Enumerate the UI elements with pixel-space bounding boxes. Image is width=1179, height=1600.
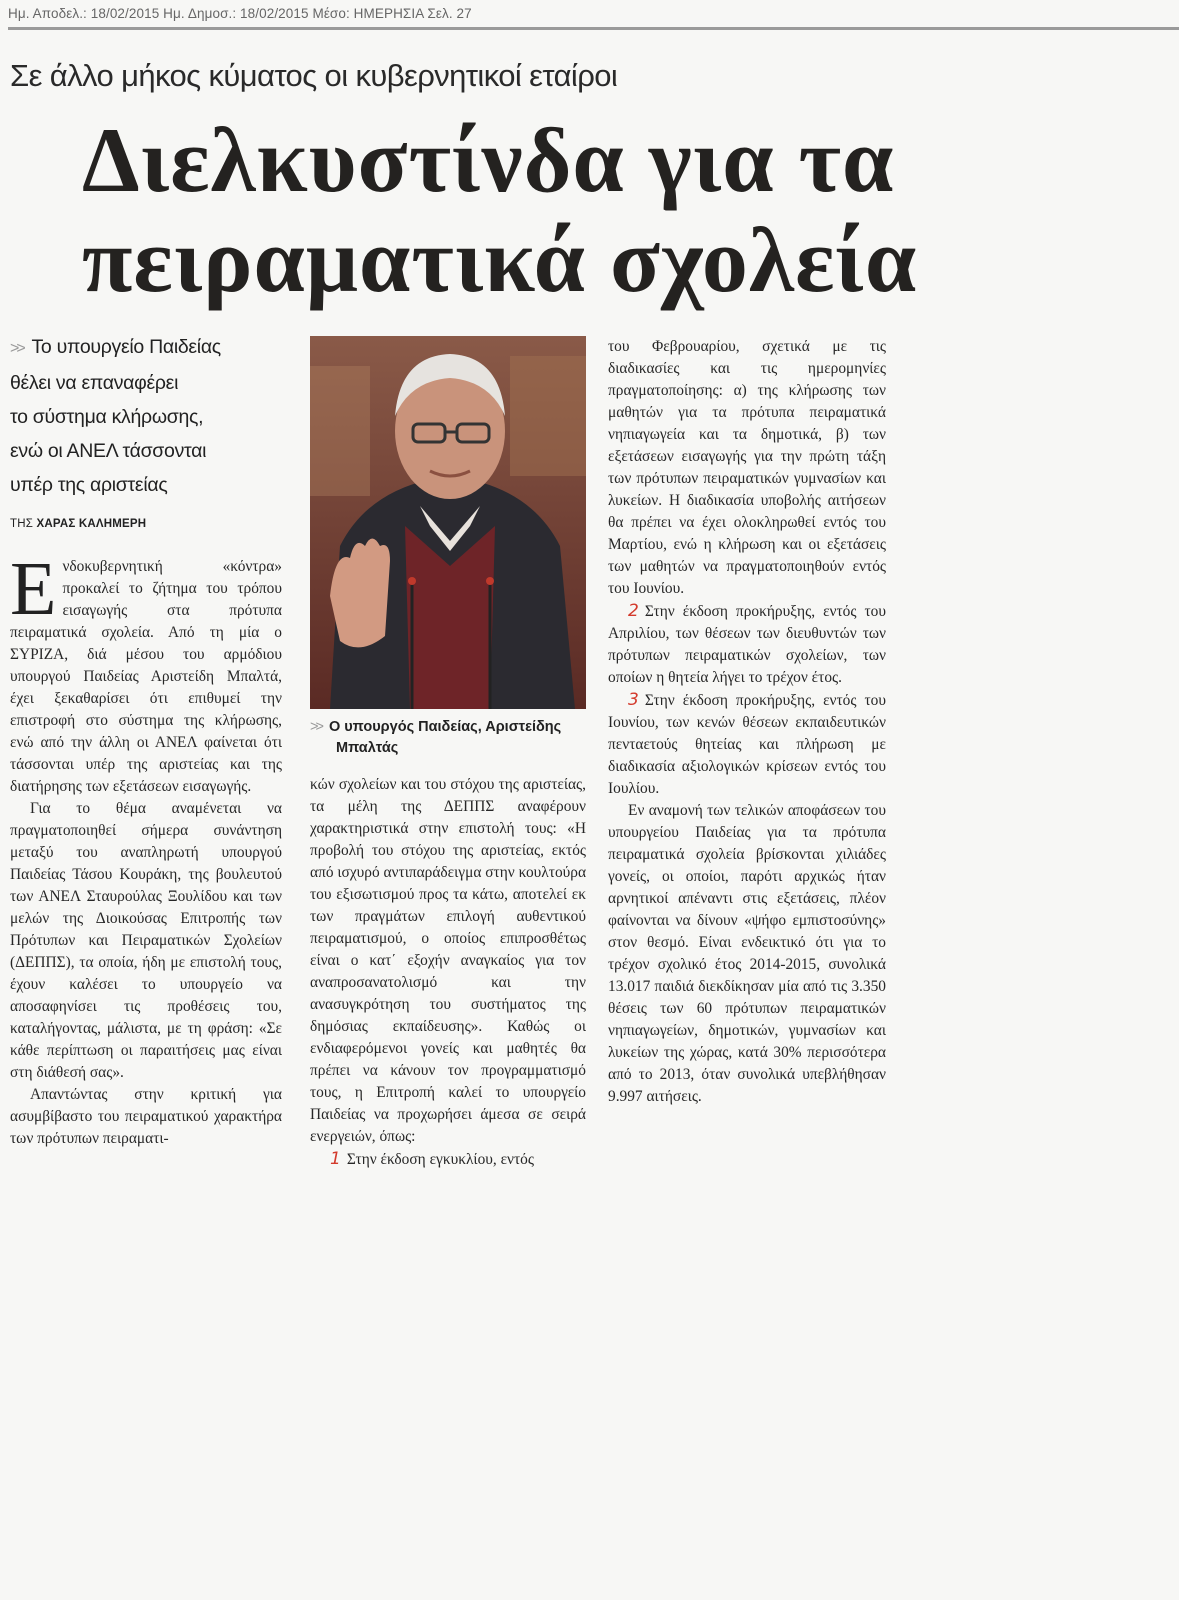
chevron-icon: >>: [10, 340, 23, 357]
headline-line-1: Διελκυστίνδα για τα: [82, 109, 895, 211]
lead-line: Το υπουργείο Παιδείας: [31, 336, 221, 358]
portrait-illustration: [310, 336, 586, 709]
handwritten-number: 2: [628, 601, 639, 621]
drop-cap: Ε: [10, 547, 57, 631]
headline-line-2: πειραματικά σχολεία: [82, 209, 918, 311]
handwritten-number: 1: [330, 1149, 341, 1169]
chevron-icon: >>: [310, 719, 321, 735]
lead-line: θέλει να επαναφέρει: [10, 372, 179, 394]
lead-summary: [10, 330, 290, 502]
paragraph: κών σχολείων και του στόχου της αριστείας, τα μέλη της ΔΕΠΠΣ αναφέρουν χαρακτηριστικά στην επιστολή τους: «Η προβολή του στόχου της αριστείας, εκτός από ισχυρό αντιπαράδειγμα στην κουλτούρα του εξισωτισμού προς τα κάτω, αποτελεί εκ των πραγμάτων επιλογή αυθεντικού πειραματισμού, ο οποίος επιπροσθέτως είναι ο κατ΄ εξοχήν αναγκαίος για τον αναπροσανατολισμό και την ανασυγκρότηση του συστήματος της δημόσιας εκπαίδευσης». Καθώς οι ενδιαφερόμενοι γονείς και μαθητές θα πρέπει να κάνουν τον προγραμματισμό τους, η Επιτροπή καλεί το υπουργείο Παιδείας να προχωρήσει άμεσα σε σειρά ενεργειών, όπως:: [310, 776, 587, 1145]
paragraph: Για το θέμα αναμένεται να πραγματοποιηθεί σήμερα συνάντηση μεταξύ του αναπληρωτή υπουργού Παιδείας Τάσου Κουράκη, της βουλευτού των ΑΝΕΛ Σταυρούλας Ξουλίδου και των μελών της Διοικούσας Επιτροπής των Πρότυπων και Πειραματικών Σχολείων (ΔΕΠΠΣ), τα οποία, ήδη με επιστολή τους, έχουν καλέσει το υπουργείο να αποσαφηνίσει τις προθέσεις του, καταλήγοντας, μάλιστα, με τη φράση: «Σε κάθε περίπτωση οι παραιτήσεις μας είναι στη διάθεσή σας».: [10, 800, 282, 1081]
list-item: Στην έκδοση προκήρυξης, εντός του Ιουνίου, των κενών θέσεων εκπαιδευτικών πενταετούς θητείας και πλήρωση με διαδικασία αξιολογικών κρίσεων εντός του Ιουλίου.: [608, 692, 886, 797]
headline: [82, 110, 917, 310]
list-item: Στην έκδοση προκήρυξης, εντός του Απριλίου, των θέσεων των διευθυντών των πρότυπων πειραματικών σχολείων, των οποίων η θητεία λήγει το τρέχον έτος.: [608, 603, 886, 686]
article-column-2: [310, 774, 586, 1171]
paragraph: Εν αναμονή των τελικών αποφάσεων του υπουργείου Παιδείας για τα πρότυπα πειραματικά σχολεία βρίσκονται χιλιάδες γονείς, οι οποίοι, παρότι αρχικώς ήταν αρνητικοί απέναντι στις εξετάσεις, πλέον φαίνονται να δίνουν «ψήφο εμπιστοσύνης» στον θεσμό. Είναι ενδεικτικό ότι για το τρέχον σχολικό έτος 2014-2015, συνολικά 13.017 παιδιά διεκδίκησαν μία από τις 3.350 θέσεις των 60 πρότυπων πειραματικών νηπιαγωγείων, δημοτικών, γυμνασίων και λυκείων της χώρας, κατά 30% περισσότερα από το 2013, όταν συνολικά υπεβλήθησαν 9.997 αιτήσεις.: [608, 802, 886, 1105]
article-column-1: [10, 547, 282, 1150]
header-rule: [8, 27, 1179, 30]
paragraph: Απαντώντας στην κριτική για ασυμβίβαστο του πειραματικού χαρακτήρα των πρότυπων πειραματι-: [10, 1086, 282, 1147]
minister-photo: [310, 336, 586, 709]
handwritten-number: 3: [628, 690, 639, 710]
byline-name: ΧΑΡΑΣ ΚΑΛΗΜΕΡΗ: [36, 518, 147, 530]
caption-line: Ο υπουργός Παιδείας, Αριστείδης: [328, 719, 562, 735]
byline-prefix: ΤΗΣ: [10, 518, 34, 530]
clipping-meta: Ημ. Αποδελ.: 18/02/2015 Ημ. Δημοσ.: 18/02/2015 Μέσο: ΗΜΕΡΗΣΙΑ Σελ. 27: [8, 6, 472, 21]
lead-line: υπέρ της αριστείας: [10, 474, 168, 496]
paragraph: νδοκυβερνητική «κόντρα» προκαλεί το ζήτημα του τρόπου εισαγωγής στα πρότυπα πειραματικά σχολεία. Από τη μία ο ΣΥΡΙΖΑ, διά μέσου του αρμόδιου υπουργού Παιδείας Αριστείδη Μπαλτά, έχει ξεκαθαρίσει ότι επιθυμεί την επιστροφή στο σύστημα της κλήρωσης, ενώ από την άλλη οι ΑΝΕΛ φαίνεται ότι τάσσονται υπέρ της αριστείας και της διατήρησης των εξετάσεων εισαγωγής.: [10, 558, 282, 795]
lead-line: ενώ οι ΑΝΕΛ τάσσονται: [10, 440, 207, 462]
byline: [10, 518, 146, 530]
article-column-3: [608, 336, 886, 1108]
lead-line: το σύστημα κλήρωσης,: [10, 406, 204, 428]
list-item-start: Στην έκδοση εγκυκλίου, εντός: [346, 1151, 534, 1168]
paragraph: του Φεβρουαρίου, σχετικά με τις διαδικασίες και τις ημερομηνίες πραγματοποίησης: α) της κλήρωσης των μαθητών για τα πρότυπα πειραματικά νηπιαγωγεία και τα δημοτικά, β) των εξετάσεων εισαγωγής για την πρώτη τάξη των πρότυπων πειραματικών γυμνασίων και λυκείων. Η διαδικασία υποβολής αιτήσεων θα πρέπει να έχει ολοκληρωθεί εντός του Μαρτίου, ενώ η κλήρωση και οι εξετάσεις των μαθητών να πραγματοποιηθούν εντός του Ιουνίου.: [608, 338, 886, 597]
caption-line: Μπαλτάς: [336, 740, 399, 756]
photo-caption: [310, 717, 586, 759]
kicker: Σε άλλο μήκος κύματος οι κυβερνητικοί εταίροι: [10, 58, 618, 93]
